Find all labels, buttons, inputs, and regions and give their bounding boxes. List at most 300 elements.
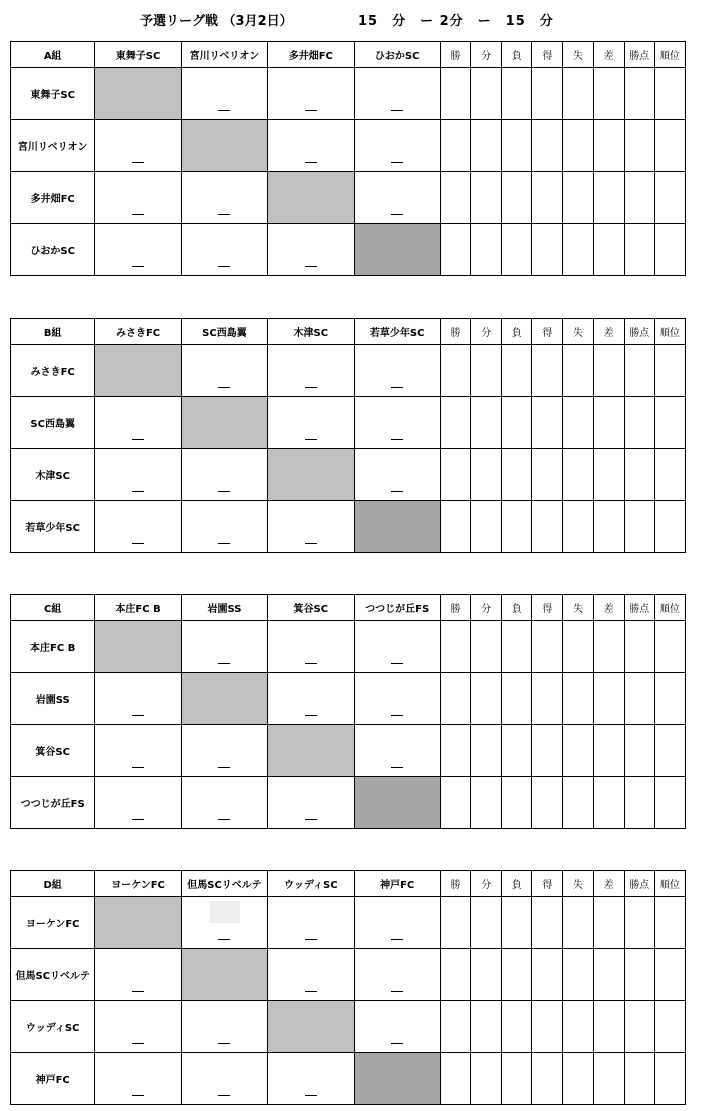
score-cell[interactable]: [95, 725, 181, 777]
stat-cell[interactable]: [624, 397, 654, 449]
stat-cell[interactable]: [471, 449, 502, 501]
table-header-row: [11, 871, 686, 897]
stat-cell[interactable]: [502, 725, 532, 777]
column-team-name: 岩園SS: [181, 595, 267, 621]
stat-header: 勝点: [624, 595, 654, 621]
score-cell[interactable]: [95, 777, 181, 829]
row-team-name: つつじが丘FS: [11, 777, 95, 829]
stat-cell[interactable]: [532, 621, 563, 673]
row-team-name: 神戸FC: [11, 1053, 95, 1105]
stat-cell[interactable]: [471, 1001, 502, 1053]
stat-cell[interactable]: [440, 397, 470, 449]
stat-cell[interactable]: [502, 1053, 532, 1105]
score-placeholder-line: [218, 819, 230, 820]
stat-cell[interactable]: [563, 621, 593, 673]
stat-cell[interactable]: [624, 897, 654, 949]
stat-cell[interactable]: [624, 673, 654, 725]
stat-cell[interactable]: [532, 449, 563, 501]
stat-header: 勝点: [624, 871, 654, 897]
stat-cell[interactable]: [654, 621, 685, 673]
team-row: [11, 621, 686, 673]
column-team-name: 宮川リベリオン: [181, 42, 267, 68]
stat-cell[interactable]: [471, 172, 502, 224]
stat-cell[interactable]: [471, 777, 502, 829]
stat-cell[interactable]: [532, 673, 563, 725]
stat-cell[interactable]: [593, 1053, 624, 1105]
stat-cell[interactable]: [563, 1001, 593, 1053]
row-team-name: 但馬SCリベルテ: [11, 949, 95, 1001]
score-cell[interactable]: [268, 501, 354, 553]
stat-cell[interactable]: [593, 725, 624, 777]
score-placeholder-line: [391, 110, 403, 111]
stat-cell[interactable]: [654, 172, 685, 224]
stat-cell[interactable]: [563, 673, 593, 725]
stat-header: 勝: [440, 871, 470, 897]
score-placeholder-line: [132, 543, 144, 544]
self-match-cell: [354, 1053, 440, 1105]
stat-cell[interactable]: [563, 777, 593, 829]
self-match-cell: [181, 673, 267, 725]
stat-cell[interactable]: [471, 501, 502, 553]
self-match-cell: [95, 897, 181, 949]
stat-cell[interactable]: [532, 1001, 563, 1053]
stat-cell[interactable]: [654, 449, 685, 501]
stat-cell[interactable]: [502, 501, 532, 553]
stat-cell[interactable]: [654, 1001, 685, 1053]
stat-header: 失: [563, 871, 593, 897]
score-cell[interactable]: [268, 397, 354, 449]
score-cell[interactable]: [354, 68, 440, 120]
stat-header: 差: [593, 871, 624, 897]
score-cell[interactable]: [268, 68, 354, 120]
self-match-cell: [95, 345, 181, 397]
score-cell[interactable]: [95, 120, 181, 172]
self-match-cell: [95, 68, 181, 120]
stat-cell[interactable]: [593, 397, 624, 449]
stat-cell[interactable]: [593, 897, 624, 949]
score-cell[interactable]: [181, 224, 267, 276]
stat-header: 勝: [440, 595, 470, 621]
stat-cell[interactable]: [440, 897, 470, 949]
column-team-name: SC西島翼: [181, 319, 267, 345]
score-cell[interactable]: [268, 345, 354, 397]
self-match-cell: [354, 224, 440, 276]
table-header-row: [11, 595, 686, 621]
page-title: 予選リーグ戦 （3月2日）: [140, 14, 293, 29]
team-row: [11, 501, 686, 553]
stat-cell[interactable]: [624, 621, 654, 673]
stat-cell[interactable]: [563, 68, 593, 120]
stat-cell[interactable]: [440, 777, 470, 829]
score-placeholder-line: [391, 439, 403, 440]
stat-header: 勝点: [624, 319, 654, 345]
stat-header: 負: [502, 595, 532, 621]
stat-cell[interactable]: [532, 725, 563, 777]
stat-cell[interactable]: [593, 345, 624, 397]
stat-cell[interactable]: [532, 1053, 563, 1105]
stat-cell[interactable]: [593, 777, 624, 829]
team-row: [11, 777, 686, 829]
stat-cell[interactable]: [532, 224, 563, 276]
score-placeholder-line: [132, 491, 144, 492]
team-row: [11, 897, 686, 949]
team-row: [11, 673, 686, 725]
column-team-name: ウッディSC: [268, 871, 354, 897]
score-cell[interactable]: [354, 725, 440, 777]
column-team-name: 但馬SCリベルテ: [181, 871, 267, 897]
score-cell[interactable]: [95, 949, 181, 1001]
team-row: [11, 1001, 686, 1053]
stat-cell[interactable]: [563, 172, 593, 224]
row-team-name: 本庄FC B: [11, 621, 95, 673]
stat-cell[interactable]: [440, 449, 470, 501]
self-match-cell: [268, 725, 354, 777]
score-placeholder-line: [132, 266, 144, 267]
stat-cell[interactable]: [624, 224, 654, 276]
stat-cell[interactable]: [532, 120, 563, 172]
stat-cell[interactable]: [624, 449, 654, 501]
team-row: [11, 397, 686, 449]
column-team-name: ヨーケンFC: [95, 871, 181, 897]
cell-highlight: [210, 901, 240, 923]
stat-cell[interactable]: [532, 345, 563, 397]
stat-cell[interactable]: [532, 397, 563, 449]
stat-cell[interactable]: [471, 725, 502, 777]
stat-cell[interactable]: [440, 673, 470, 725]
group-label: B組: [11, 319, 95, 345]
stat-cell[interactable]: [654, 397, 685, 449]
stat-header: 勝点: [624, 42, 654, 68]
stat-cell[interactable]: [532, 949, 563, 1001]
stat-cell[interactable]: [563, 449, 593, 501]
column-team-name: つつじが丘FS: [354, 595, 440, 621]
stat-cell[interactable]: [502, 449, 532, 501]
score-cell[interactable]: [268, 897, 354, 949]
score-cell[interactable]: [95, 397, 181, 449]
stat-cell[interactable]: [563, 224, 593, 276]
score-cell[interactable]: [354, 1001, 440, 1053]
stat-header: 差: [593, 319, 624, 345]
stat-cell[interactable]: [624, 501, 654, 553]
score-placeholder-line: [305, 715, 317, 716]
score-placeholder-line: [132, 767, 144, 768]
stat-cell[interactable]: [624, 1001, 654, 1053]
stat-cell[interactable]: [532, 172, 563, 224]
stat-cell[interactable]: [502, 897, 532, 949]
score-cell[interactable]: [181, 1001, 267, 1053]
score-cell[interactable]: [181, 725, 267, 777]
score-cell[interactable]: [181, 172, 267, 224]
stat-header: 失: [563, 42, 593, 68]
stat-cell[interactable]: [440, 1001, 470, 1053]
score-cell[interactable]: [268, 673, 354, 725]
stat-cell[interactable]: [654, 68, 685, 120]
score-cell[interactable]: [354, 345, 440, 397]
stat-cell[interactable]: [654, 120, 685, 172]
stat-cell[interactable]: [593, 1001, 624, 1053]
stat-cell[interactable]: [563, 345, 593, 397]
stat-cell[interactable]: [654, 1053, 685, 1105]
match-time-format: 15 分 ー 2分 ー 15 分: [358, 14, 554, 29]
score-placeholder-line: [305, 819, 317, 820]
score-cell[interactable]: [354, 449, 440, 501]
group-table-b: [10, 318, 686, 553]
score-placeholder-line: [391, 387, 403, 388]
stat-cell[interactable]: [471, 949, 502, 1001]
row-team-name: 木津SC: [11, 449, 95, 501]
stat-cell[interactable]: [502, 224, 532, 276]
stat-cell[interactable]: [624, 777, 654, 829]
stat-cell[interactable]: [624, 1053, 654, 1105]
score-cell[interactable]: [95, 673, 181, 725]
score-placeholder-line: [305, 110, 317, 111]
score-placeholder-line: [218, 266, 230, 267]
score-cell[interactable]: [354, 897, 440, 949]
score-placeholder-line: [391, 214, 403, 215]
stat-cell[interactable]: [593, 621, 624, 673]
stat-cell[interactable]: [471, 224, 502, 276]
score-cell[interactable]: [181, 1053, 267, 1105]
stat-cell[interactable]: [440, 172, 470, 224]
score-placeholder-line: [218, 543, 230, 544]
score-placeholder-line: [305, 439, 317, 440]
stat-cell[interactable]: [502, 1001, 532, 1053]
stat-cell[interactable]: [502, 777, 532, 829]
self-match-cell: [181, 120, 267, 172]
score-cell[interactable]: [354, 673, 440, 725]
self-match-cell: [181, 397, 267, 449]
score-placeholder-line: [391, 715, 403, 716]
self-match-cell: [181, 949, 267, 1001]
stat-cell[interactable]: [440, 949, 470, 1001]
stat-cell[interactable]: [593, 172, 624, 224]
score-cell[interactable]: [268, 949, 354, 1001]
self-match-cell: [268, 1001, 354, 1053]
stat-cell[interactable]: [624, 68, 654, 120]
stat-header: 負: [502, 42, 532, 68]
group-table-a: [10, 41, 686, 276]
score-cell[interactable]: [95, 172, 181, 224]
score-cell[interactable]: [181, 621, 267, 673]
row-team-name: 宮川リベリオン: [11, 120, 95, 172]
stat-cell[interactable]: [654, 345, 685, 397]
stat-header: 分: [471, 42, 502, 68]
column-team-name: 本庄FC B: [95, 595, 181, 621]
stat-cell[interactable]: [563, 897, 593, 949]
stat-cell[interactable]: [502, 120, 532, 172]
score-placeholder-line: [218, 491, 230, 492]
stat-cell[interactable]: [563, 120, 593, 172]
stat-header: 勝: [440, 42, 470, 68]
score-placeholder-line: [218, 767, 230, 768]
score-cell[interactable]: [354, 621, 440, 673]
score-placeholder-line: [305, 991, 317, 992]
stat-cell[interactable]: [471, 68, 502, 120]
stat-cell[interactable]: [532, 68, 563, 120]
page-header: [0, 10, 703, 30]
score-placeholder-line: [218, 1095, 230, 1096]
stat-cell[interactable]: [654, 949, 685, 1001]
stat-cell[interactable]: [502, 345, 532, 397]
stat-cell[interactable]: [654, 725, 685, 777]
stat-cell[interactable]: [471, 897, 502, 949]
score-placeholder-line: [391, 491, 403, 492]
stat-cell[interactable]: [440, 68, 470, 120]
team-row: [11, 949, 686, 1001]
score-placeholder-line: [218, 663, 230, 664]
stat-cell[interactable]: [440, 501, 470, 553]
stat-cell[interactable]: [624, 120, 654, 172]
stat-header: 失: [563, 595, 593, 621]
score-placeholder-line: [132, 715, 144, 716]
group-label: D組: [11, 871, 95, 897]
stat-cell[interactable]: [654, 777, 685, 829]
score-cell[interactable]: [268, 777, 354, 829]
group-label: A組: [11, 42, 95, 68]
stat-header: 得: [532, 871, 563, 897]
stat-header: 得: [532, 319, 563, 345]
stat-cell[interactable]: [624, 172, 654, 224]
score-cell[interactable]: [268, 120, 354, 172]
team-row: [11, 1053, 686, 1105]
score-placeholder-line: [391, 1043, 403, 1044]
stat-cell[interactable]: [624, 949, 654, 1001]
stat-cell[interactable]: [440, 345, 470, 397]
team-row: [11, 172, 686, 224]
stat-cell[interactable]: [563, 501, 593, 553]
score-placeholder-line: [132, 819, 144, 820]
stat-cell[interactable]: [502, 673, 532, 725]
score-placeholder-line: [391, 939, 403, 940]
stat-cell[interactable]: [593, 120, 624, 172]
stat-cell[interactable]: [654, 673, 685, 725]
score-placeholder-line: [305, 1095, 317, 1096]
stat-cell[interactable]: [593, 68, 624, 120]
stat-cell[interactable]: [440, 725, 470, 777]
stat-cell[interactable]: [532, 501, 563, 553]
stat-cell[interactable]: [563, 949, 593, 1001]
self-match-cell: [268, 449, 354, 501]
team-row: [11, 449, 686, 501]
score-cell[interactable]: [95, 1001, 181, 1053]
score-cell[interactable]: [95, 1053, 181, 1105]
score-placeholder-line: [218, 110, 230, 111]
score-placeholder-line: [391, 162, 403, 163]
score-cell[interactable]: [181, 501, 267, 553]
score-cell[interactable]: [95, 501, 181, 553]
row-team-name: 岩園SS: [11, 673, 95, 725]
score-cell[interactable]: [354, 172, 440, 224]
stat-cell[interactable]: [563, 725, 593, 777]
stat-cell[interactable]: [532, 897, 563, 949]
row-team-name: ヨーケンFC: [11, 897, 95, 949]
stat-cell[interactable]: [502, 172, 532, 224]
stat-cell[interactable]: [471, 1053, 502, 1105]
stat-cell[interactable]: [593, 673, 624, 725]
stat-cell[interactable]: [532, 777, 563, 829]
score-cell[interactable]: [181, 68, 267, 120]
stat-cell[interactable]: [440, 1053, 470, 1105]
stat-cell[interactable]: [471, 345, 502, 397]
score-cell[interactable]: [181, 897, 267, 949]
stat-cell[interactable]: [502, 621, 532, 673]
row-team-name: 多井畑FC: [11, 172, 95, 224]
stat-cell[interactable]: [440, 120, 470, 172]
score-placeholder-line: [305, 387, 317, 388]
score-cell[interactable]: [95, 224, 181, 276]
column-team-name: 東舞子SC: [95, 42, 181, 68]
stat-cell[interactable]: [471, 673, 502, 725]
row-team-name: ウッディSC: [11, 1001, 95, 1053]
group-label: C組: [11, 595, 95, 621]
stat-cell[interactable]: [440, 621, 470, 673]
score-placeholder-line: [218, 214, 230, 215]
team-row: [11, 345, 686, 397]
stat-cell[interactable]: [624, 345, 654, 397]
score-placeholder-line: [305, 543, 317, 544]
stat-cell[interactable]: [440, 224, 470, 276]
stat-cell[interactable]: [593, 224, 624, 276]
stat-cell[interactable]: [593, 501, 624, 553]
self-match-cell: [354, 501, 440, 553]
score-cell[interactable]: [268, 224, 354, 276]
stat-cell[interactable]: [593, 449, 624, 501]
score-placeholder-line: [305, 162, 317, 163]
score-cell[interactable]: [181, 449, 267, 501]
stat-cell[interactable]: [563, 397, 593, 449]
stat-cell[interactable]: [502, 68, 532, 120]
stat-cell[interactable]: [654, 501, 685, 553]
score-cell[interactable]: [268, 621, 354, 673]
column-team-name: ひおかSC: [354, 42, 440, 68]
stat-header: 分: [471, 595, 502, 621]
column-team-name: 多井畑FC: [268, 42, 354, 68]
score-cell[interactable]: [354, 397, 440, 449]
stat-cell[interactable]: [593, 949, 624, 1001]
stat-cell[interactable]: [502, 397, 532, 449]
row-team-name: みさきFC: [11, 345, 95, 397]
score-placeholder-line: [391, 991, 403, 992]
score-cell[interactable]: [354, 949, 440, 1001]
stat-cell[interactable]: [471, 120, 502, 172]
stat-cell[interactable]: [654, 897, 685, 949]
stat-cell[interactable]: [471, 397, 502, 449]
score-cell[interactable]: [268, 1053, 354, 1105]
stat-cell[interactable]: [624, 725, 654, 777]
stat-cell[interactable]: [563, 1053, 593, 1105]
group-table-d: [10, 870, 686, 1105]
score-placeholder-line: [132, 439, 144, 440]
score-placeholder-line: [132, 162, 144, 163]
stat-cell[interactable]: [654, 224, 685, 276]
stat-header: 順位: [654, 595, 685, 621]
score-cell[interactable]: [181, 345, 267, 397]
column-team-name: 若草少年SC: [354, 319, 440, 345]
score-cell[interactable]: [181, 777, 267, 829]
stat-cell[interactable]: [502, 949, 532, 1001]
team-row: [11, 68, 686, 120]
score-cell[interactable]: [95, 449, 181, 501]
self-match-cell: [95, 621, 181, 673]
team-row: [11, 725, 686, 777]
stat-header: 負: [502, 871, 532, 897]
team-row: [11, 224, 686, 276]
score-placeholder-line: [391, 663, 403, 664]
score-placeholder-line: [305, 939, 317, 940]
stat-cell[interactable]: [471, 621, 502, 673]
score-cell[interactable]: [354, 120, 440, 172]
row-team-name: ひおかSC: [11, 224, 95, 276]
